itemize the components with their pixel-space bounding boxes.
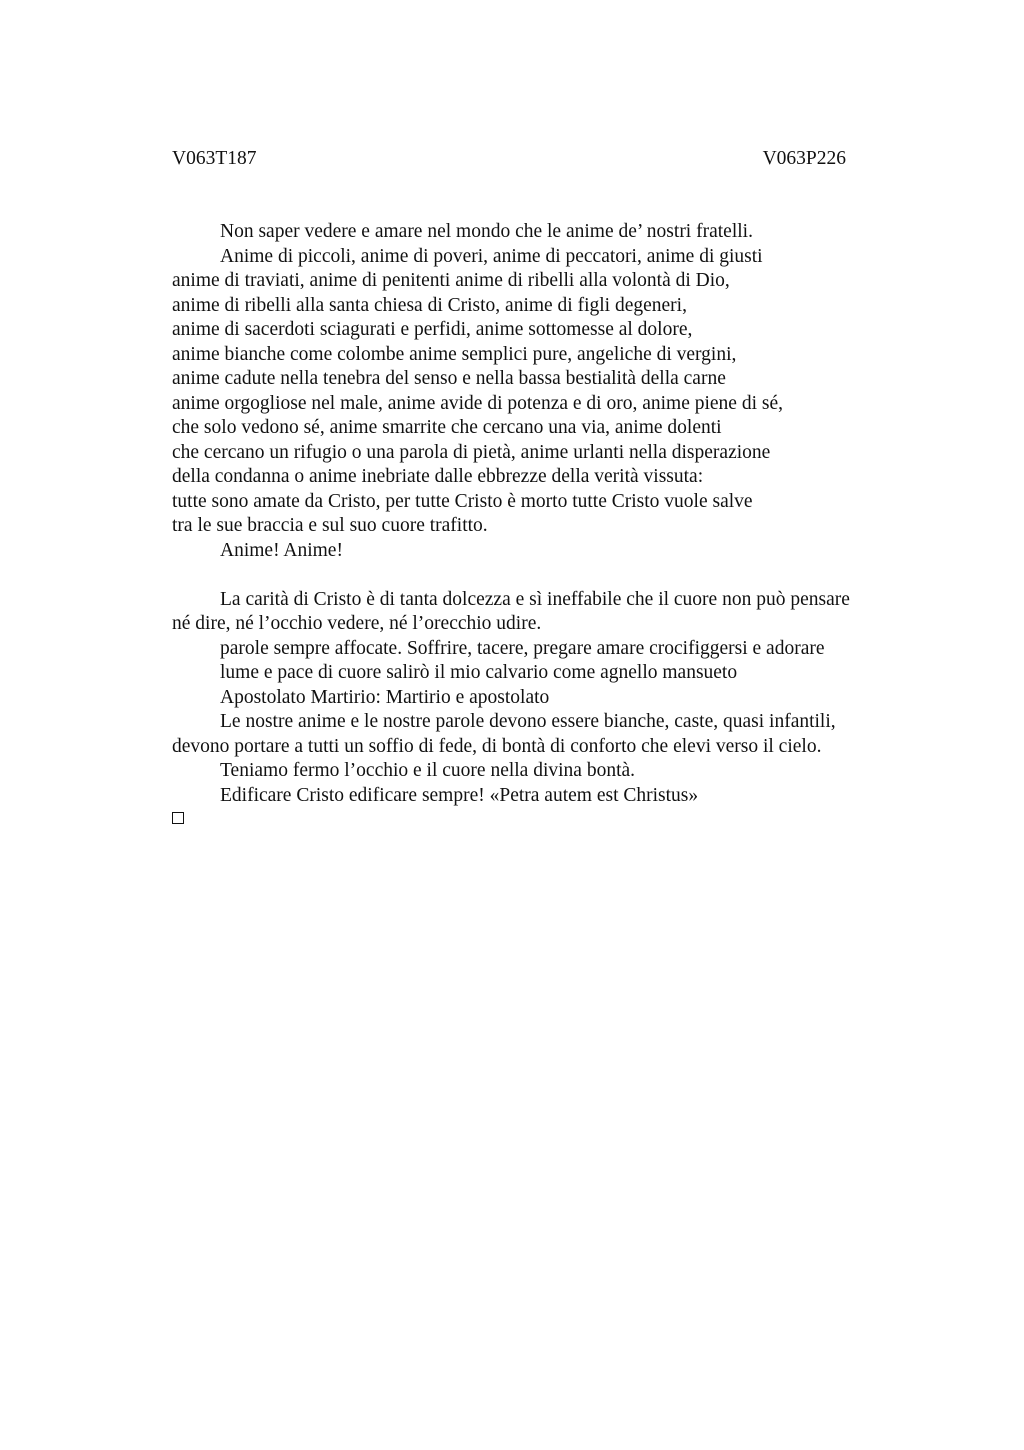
- document-code-left: V063T187: [172, 148, 257, 169]
- text-line: devono portare a tutti un soffio di fede, di bontà di conforto che elevi verso il cielo.: [172, 735, 822, 757]
- page-header: [172, 146, 846, 172]
- text-line: Anime di piccoli, anime di poveri, anime di peccatori, anime di giusti: [220, 245, 763, 267]
- text-line: né dire, né l’occhio vedere, né l’orecchio udire.: [172, 613, 542, 634]
- text-line: che cercano un rifugio o una parola di pietà, anime urlanti nella disperazione: [172, 441, 771, 463]
- text-line: Teniamo fermo l’occhio e il cuore nella divina bontà.: [220, 760, 636, 781]
- text-line: parole sempre affocate. Soffrire, tacere, pregare amare crocifiggersi e adorare: [220, 637, 825, 659]
- text-line: anime di traviati, anime di penitenti anime di ribelli alla volontà di Dio,: [172, 270, 730, 291]
- document-body: [172, 220, 912, 824]
- text-line: La carità di Cristo è di tanta dolcezza e sì ineffabile che il cuore non può pensare: [220, 588, 850, 610]
- text-line: Anime! Anime!: [220, 539, 343, 561]
- text-line: tutte sono amate da Cristo, per tutte Cristo è morto tutte Cristo vuole salve: [172, 490, 753, 512]
- document-code-right: V063P226: [762, 148, 846, 169]
- text-line: anime orgogliose nel male, anime avide di potenza e di oro, anime piene di sé,: [172, 392, 783, 414]
- end-of-text-box-icon: [172, 812, 184, 824]
- text-line: anime di ribelli alla santa chiesa di Cristo, anime di figli degeneri,: [172, 294, 687, 316]
- text-line: anime cadute nella tenebra del senso e nella bassa bestialità della carne: [172, 368, 726, 389]
- text-line: lume e pace di cuore salirò il mio calvario come agnello mansueto: [220, 662, 738, 683]
- text-line: anime bianche come colombe anime semplici pure, angeliche di vergini,: [172, 343, 737, 365]
- text-line: Edificare Cristo edificare sempre! «Petra autem est Christus»: [220, 784, 699, 806]
- paragraph-gap: [172, 563, 912, 588]
- text-line: che solo vedono sé, anime smarrite che cercano una via, anime dolenti: [172, 417, 722, 438]
- text-line: Non saper vedere e amare nel mondo che le anime de’ nostri fratelli.: [220, 221, 753, 242]
- text-line: Le nostre anime e le nostre parole devono essere bianche, caste, quasi infantili,: [220, 711, 836, 732]
- text-line: Apostolato Martirio: Martirio e apostolato: [220, 686, 550, 708]
- text-line: tra le sue braccia e sul suo cuore trafitto.: [172, 515, 488, 536]
- text-line: della condanna o anime inebriate dalle ebbrezze della verità vissuta:: [172, 466, 704, 487]
- text-line: anime di sacerdoti sciagurati e perfidi, anime sottomesse al dolore,: [172, 319, 693, 340]
